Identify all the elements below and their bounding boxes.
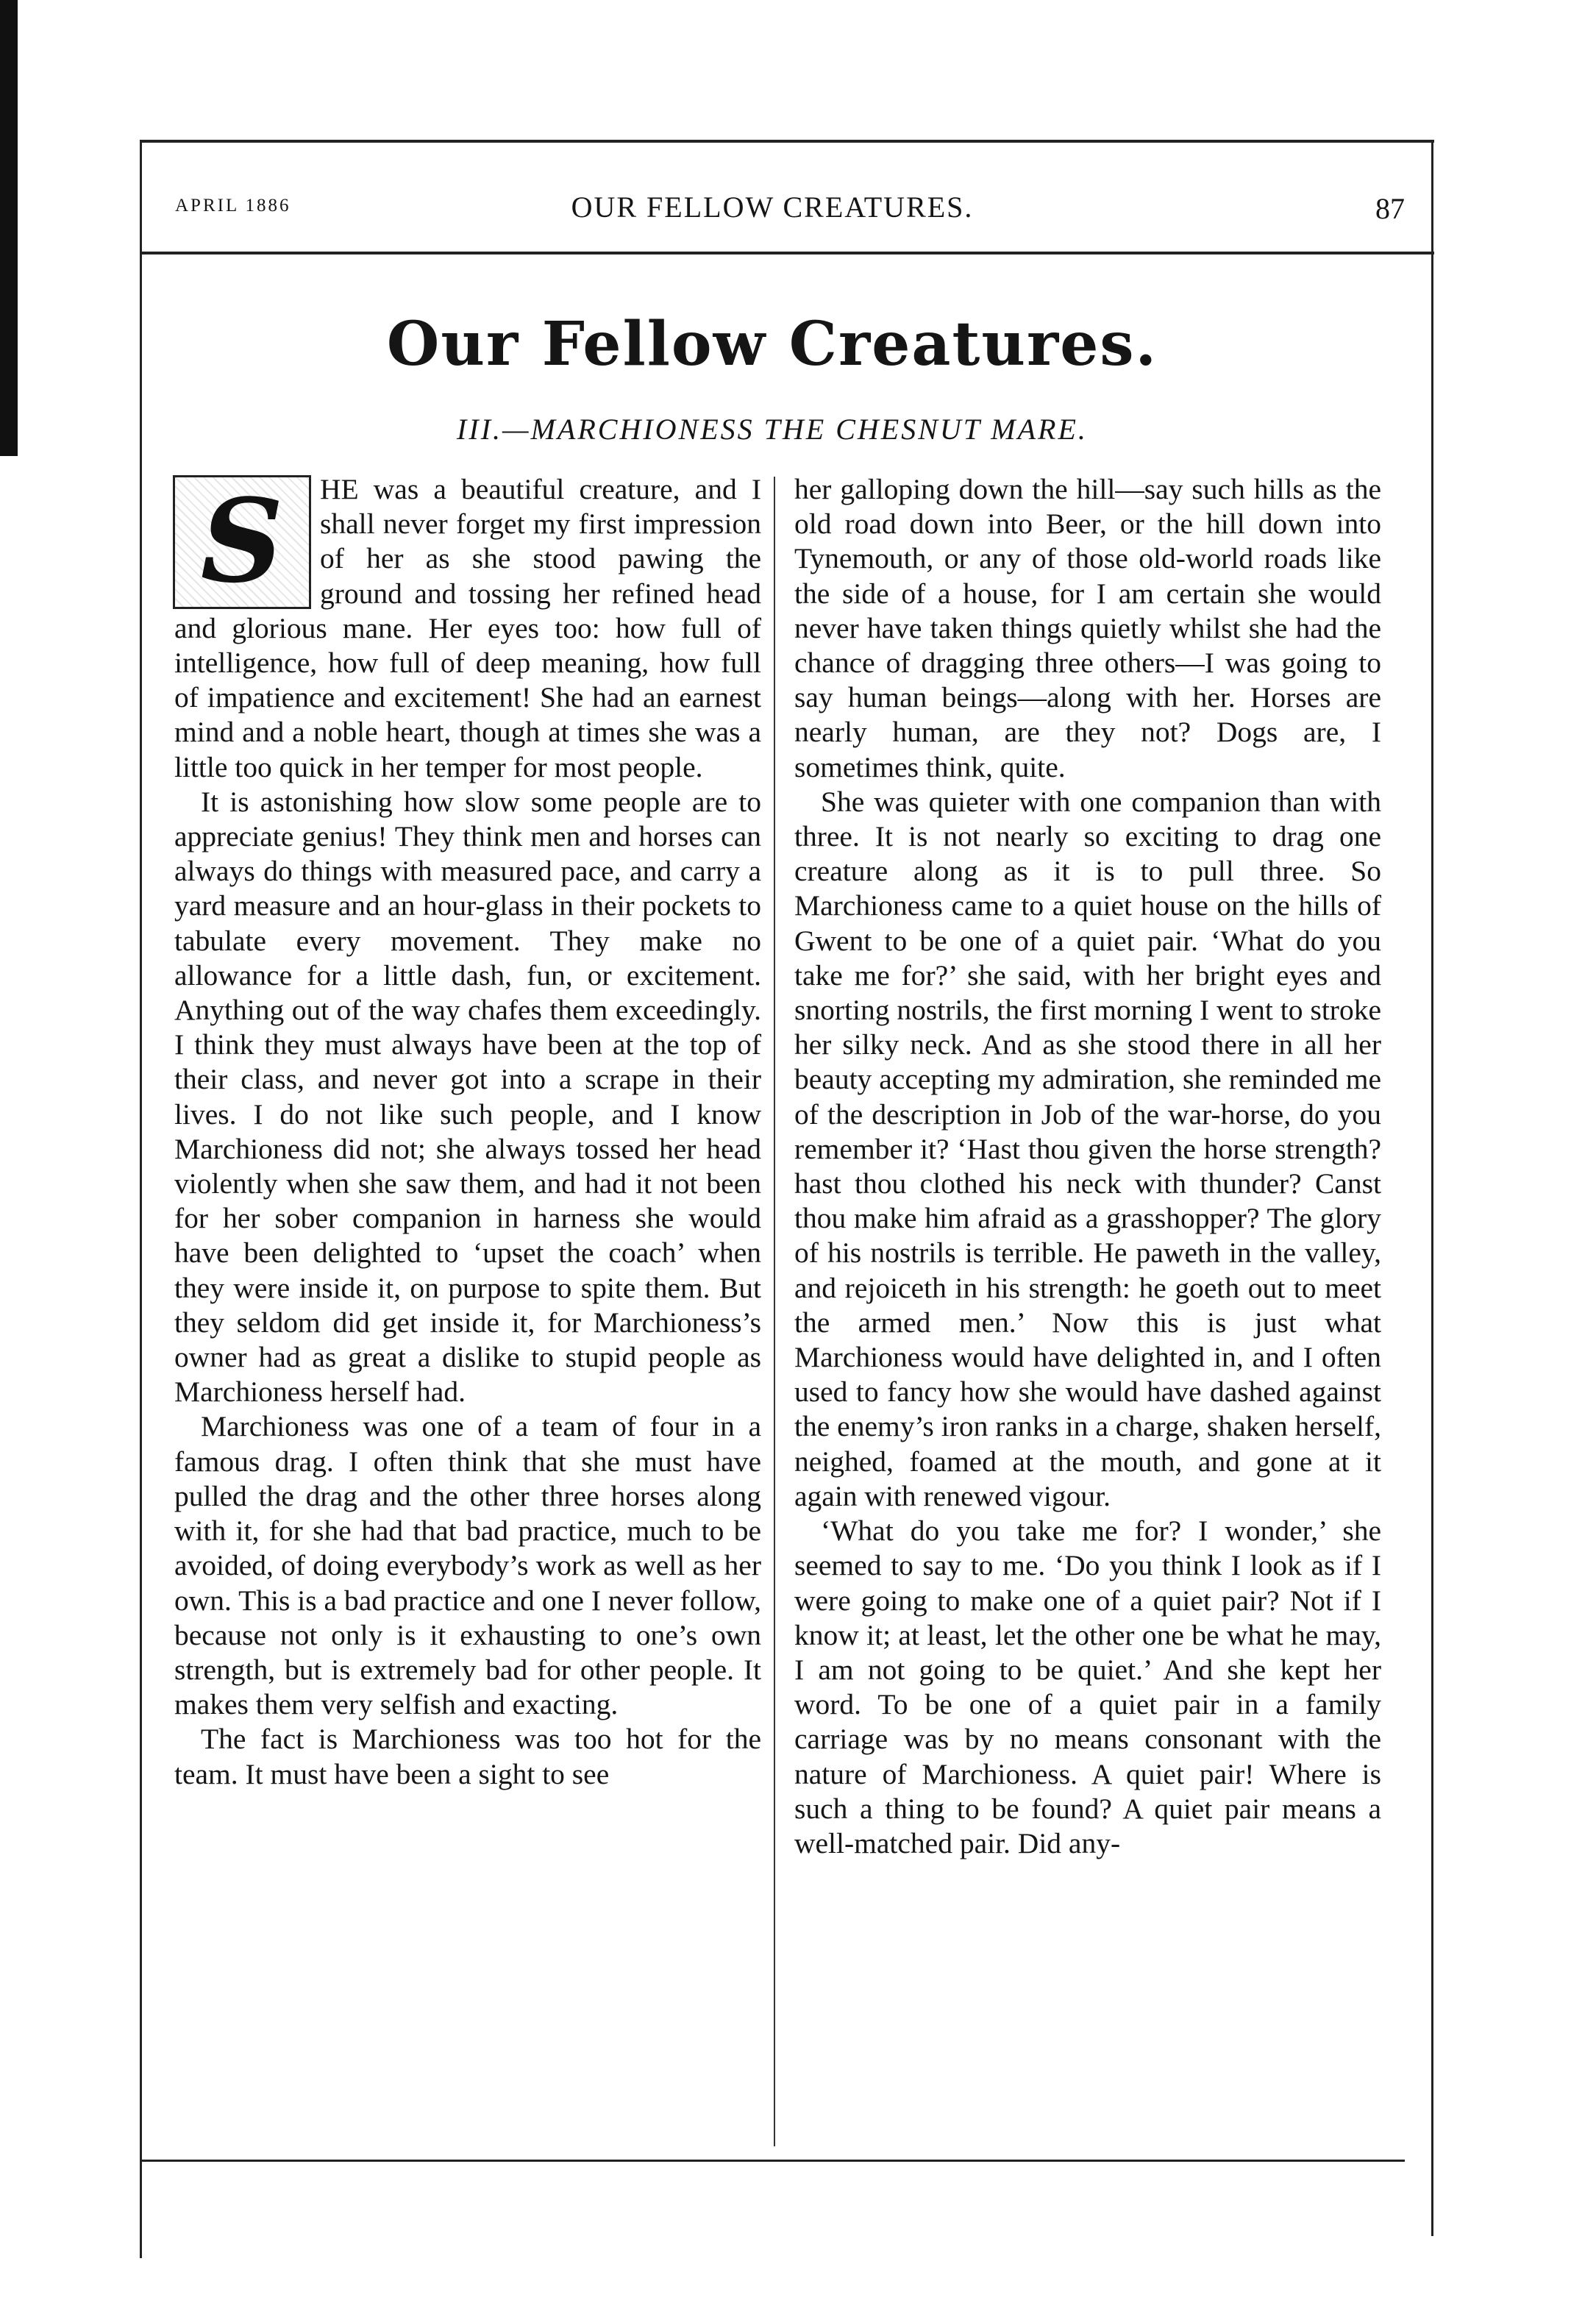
running-head-title: OUR FELLOW CREATURES. <box>571 191 974 224</box>
header-rule <box>140 252 1434 254</box>
paragraph: ‘What do you take me for? I wonder,’ she seemed to say to me. ‘Do you think I look as if I were going to make one of a quiet pair? Not if I know it; at least, let the other one be what he may, I am not going to be quiet.’ And she kept her word. To be one of a quiet pair in a family carriage was by no means consonant with the nature of Marchioness. A quiet pair! Where is such a thing to be found? A quiet pair means a well-matched pair. Did any- <box>794 1514 1381 1859</box>
column-divider <box>774 477 775 2146</box>
article-subtitle: III.—MARCHIONESS THE CHESNUT MARE. <box>457 413 1088 446</box>
right-column <box>794 472 1381 1861</box>
drop-cap-letter: S <box>200 474 284 608</box>
frame-right-line <box>1431 140 1433 2236</box>
running-head <box>140 190 1405 234</box>
paragraph: HE was a beautiful creature, and I shall never forget my first impression of her as she stood pawing the ground and tossing her refined head and glorious mane. Her eyes too: how full of intelligence, how full of deep meaning, how full of impatience and excitement! She had an earnest mind and a noble heart, though at times she was a little too quick in her temper for most people. <box>174 473 761 783</box>
running-head-date: APRIL 1886 <box>175 196 291 216</box>
page-number: 87 <box>1375 192 1405 225</box>
paragraph: Marchioness was one of a team of four in a famous drag. I often think that she must have pulled the drag and the other three horses along with it, for she had that bad practice, much to be avoided, of doing everybody’s work as well as her own. This is a bad practice and one I never follow, because not only is it exhausting to one’s own strength, but is extremely bad for other people. It makes them very selfish and exacting. <box>174 1410 761 1721</box>
drop-cap-ornament <box>173 475 311 609</box>
paragraph: The fact is Marchioness was too hot for the team. It must have been a sight to see <box>174 1723 761 1790</box>
paragraph: She was quieter with one companion than with three. It is not nearly so exciting to drag one creature along as it is to pull three. So Marchioness came to a quiet house on the hills of Gwent to be one of a quiet pair. ‘What do you take me for?’ she said, with her bright eyes and snorting nostrils, the first morning I went to stroke her silky neck. And as she stood there in all her beauty accepting my admiration, she reminded me of the description in Job of the war-horse, do you remember it? ‘Hast thou given the horse strength? hast thou clothed his neck with thunder? Canst thou make him afraid as a grasshopper? The glory of his nostrils is terrible. He paweth in the valley, and rejoiceth in his strength: he goeth out to meet the armed men.’ Now this is just what Marchioness would have delighted in, and I often used to fancy how she would have dashed against the enemy’s iron ranks in a charge, shaken herself, neighed, foamed at the mouth, and gone at it again with renewed vigour. <box>794 785 1381 1512</box>
page-binding-edge <box>0 0 18 456</box>
left-column <box>174 472 761 1792</box>
top-rule <box>140 140 1434 143</box>
paragraph: It is astonishing how slow some people are to appreciate genius! They think men and horses can always do things with measured pace, and carry a yard measure and an hour-glass in their pockets to tabulate every movement. They make no allowance for a little dash, fun, or excitement. Anything out of the way chafes them exceedingly. I think they must always have been at the top of their class, and never got into a scrape in their lives. I do not like such people, and I know Marchioness did not; she always tossed her head violently when she saw them, and had it not been for her sober companion in harness she would have been delighted to ‘upset the coach’ when they were inside it, on purpose to spite them. But they seldom did get inside it, for Marchioness’s owner had as great a dislike to stupid people as Marchioness herself had. <box>174 785 761 1409</box>
frame-left-line <box>140 140 142 2258</box>
bottom-rule <box>140 2160 1405 2162</box>
paragraph: her galloping down the hill—say such hills as the old road down into Beer, or the hill down into Tynemouth, or any of those old-world roads like the side of a house, for I am certain she would never have taken things quietly whilst she had the chance of dragging three others—I was going to say human beings—along with her. Horses are nearly human, are they not? Dogs are, I sometimes think, quite. <box>794 473 1381 783</box>
article-title: Our Fellow Creatures. <box>386 309 1158 380</box>
